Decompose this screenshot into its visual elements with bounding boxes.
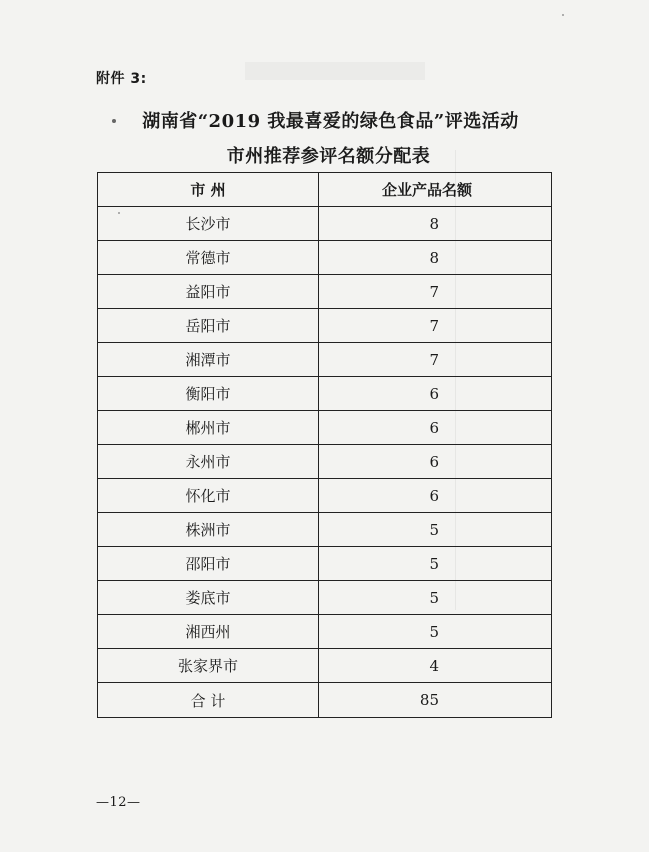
table-row	[98, 649, 552, 683]
city-cell: 娄底市	[98, 581, 319, 615]
city-cell: 岳阳市	[98, 309, 319, 343]
city-cell: 常德市	[98, 241, 319, 275]
total-label: 合 计	[98, 683, 319, 718]
quota-cell: 5	[319, 615, 552, 649]
city-cell: 郴州市	[98, 411, 319, 445]
table-row	[98, 309, 552, 343]
city-cell: 湘潭市	[98, 343, 319, 377]
city-cell: 怀化市	[98, 479, 319, 513]
allocation-table	[97, 172, 552, 718]
table-row	[98, 479, 552, 513]
quota-cell: 5	[319, 581, 552, 615]
bleed-through-mark	[245, 62, 425, 80]
table-body	[98, 207, 552, 718]
table-row	[98, 241, 552, 275]
quota-cell: 7	[319, 275, 552, 309]
speck	[562, 14, 564, 16]
quota-cell: 6	[319, 411, 552, 445]
table-row	[98, 411, 552, 445]
table-row	[98, 275, 552, 309]
column-header-quota: 企业产品名额	[319, 173, 552, 207]
quota-cell: 7	[319, 343, 552, 377]
page-subtitle: 市州推荐参评名额分配表	[226, 146, 431, 167]
quota-cell: 5	[319, 513, 552, 547]
quota-cell: 8	[319, 207, 552, 241]
city-cell: 永州市	[98, 445, 319, 479]
quota-cell: 6	[319, 479, 552, 513]
city-cell: 衡阳市	[98, 377, 319, 411]
page-title: 湖南省“2019 我最喜爱的绿色食品”评选活动	[142, 111, 519, 132]
table-row	[98, 377, 552, 411]
city-cell: 邵阳市	[98, 547, 319, 581]
city-cell: 益阳市	[98, 275, 319, 309]
city-cell: 长沙市	[98, 207, 319, 241]
table-row	[98, 445, 552, 479]
table-row	[98, 343, 552, 377]
table-row	[98, 547, 552, 581]
table-header-row	[98, 173, 552, 207]
table-row	[98, 615, 552, 649]
page-number: —12—	[96, 795, 141, 810]
quota-cell: 6	[319, 377, 552, 411]
table-row	[98, 207, 552, 241]
attachment-label: 附件 3:	[96, 71, 147, 87]
table-row	[98, 581, 552, 615]
quota-cell: 7	[319, 309, 552, 343]
city-cell: 株洲市	[98, 513, 319, 547]
quota-cell: 6	[319, 445, 552, 479]
table-row	[98, 513, 552, 547]
total-row	[98, 683, 552, 718]
quota-cell: 8	[319, 241, 552, 275]
city-cell: 张家界市	[98, 649, 319, 683]
quota-cell: 4	[319, 649, 552, 683]
total-count: 85	[319, 683, 552, 718]
quota-cell: 5	[319, 547, 552, 581]
column-header-city: 市 州	[98, 173, 319, 207]
city-cell: 湘西州	[98, 615, 319, 649]
